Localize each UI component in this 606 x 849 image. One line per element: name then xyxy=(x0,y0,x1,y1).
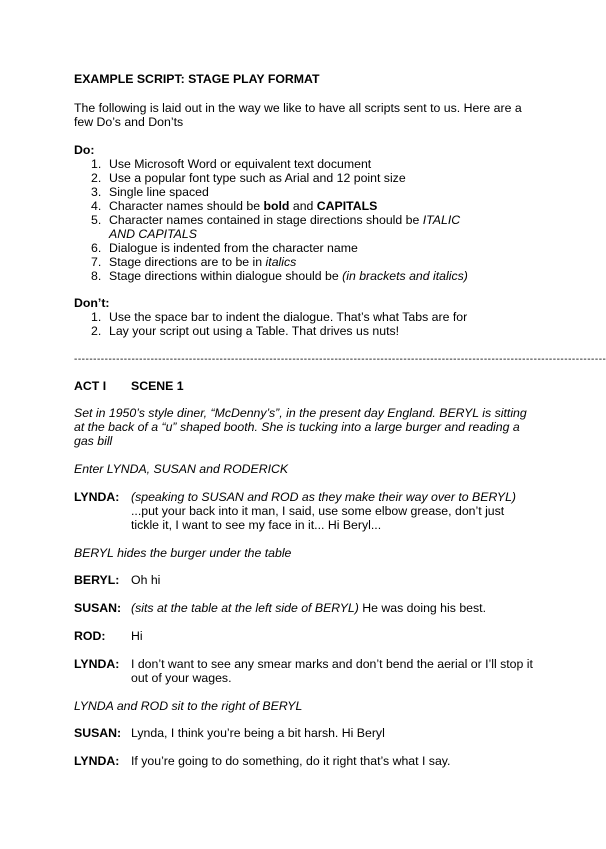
list-item xyxy=(74,171,489,185)
italic-text: (in brackets and italics) xyxy=(342,269,468,283)
stage-direction: LYNDA and ROD sit to the right of BERYL xyxy=(74,699,303,713)
list-number: 6. xyxy=(91,241,102,255)
dialogue-line xyxy=(131,601,526,615)
speaker-name: SUSAN: xyxy=(74,601,122,615)
stage-direction-enter: Enter LYNDA, SUSAN and RODERICK xyxy=(74,462,289,476)
dialogue-direction: (sits at the table at the left side of BERYL) xyxy=(131,601,359,615)
do-heading: Do: xyxy=(74,143,95,157)
list-item xyxy=(74,199,489,213)
list-text: and xyxy=(289,199,317,213)
list-text: Use Microsoft Word or equivalent text document xyxy=(109,157,372,171)
dialogue-line: I don’t want to see any smear marks and don’t bend the aerial or I’ll stop it xyxy=(131,657,533,671)
dont-list xyxy=(74,310,467,338)
setting-line-1: Set in 1950’s style diner, “McDenny’s”, in the present day England. BERYL is sitting xyxy=(74,406,527,420)
divider-line: ------------------------------------------------------------------------------------------------------------------------------------------- xyxy=(74,354,606,365)
dialogue-line: out of your wages. xyxy=(131,671,232,685)
list-item xyxy=(74,324,467,338)
list-text: Single line spaced xyxy=(109,185,209,199)
list-item xyxy=(74,269,489,283)
list-number: 4. xyxy=(91,199,102,213)
list-number: 1. xyxy=(91,157,102,171)
intro-line-2: few Do’s and Don’ts xyxy=(74,115,184,129)
list-text: Character names should be xyxy=(109,199,264,213)
list-number: 7. xyxy=(91,255,102,269)
speaker-name: LYNDA: xyxy=(74,657,120,671)
dialogue-line: If you’re going to do something, do it right that’s what I say. xyxy=(131,754,451,768)
bold-word: bold xyxy=(263,199,290,213)
list-number: 3. xyxy=(91,185,102,199)
list-item xyxy=(74,157,489,171)
setting-line-2: at the back of a “u” shaped booth. She is tucking into a large burger and reading a xyxy=(74,420,520,434)
list-text: Character names contained in stage directions should be xyxy=(109,213,423,227)
dialogue-text: He was doing his best. xyxy=(358,601,486,615)
intro-line-1: The following is laid out in the way we like to have all scripts sent to us. Here are a xyxy=(74,101,522,115)
do-list xyxy=(74,157,489,283)
list-number: 2. xyxy=(91,171,102,185)
list-item xyxy=(74,241,489,255)
speaker-name: ROD: xyxy=(74,629,106,643)
list-text: Dialogue is indented from the character name xyxy=(109,241,358,255)
setting-line-3: gas bill xyxy=(74,434,113,448)
list-number: 2. xyxy=(91,324,102,338)
dialogue-line: Hi xyxy=(131,629,143,643)
list-number: 1. xyxy=(91,310,102,324)
bold-word: CAPITALS xyxy=(316,199,378,213)
list-item xyxy=(74,213,489,241)
list-item xyxy=(74,310,467,324)
list-number: 5. xyxy=(91,213,102,227)
scene-label: SCENE 1 xyxy=(131,379,184,393)
italic-text: italics xyxy=(265,255,297,269)
speaker-name: LYNDA: xyxy=(74,754,120,768)
dialogue-line: ...put your back into it man, I said, use some elbow grease, don’t just xyxy=(131,504,505,518)
list-number: 8. xyxy=(91,269,102,283)
dialogue-line: tickle it, I want to see my face in it... Hi Beryl... xyxy=(131,518,382,532)
speaker-name: BERYL: xyxy=(74,573,120,587)
dialogue-direction: (speaking to SUSAN and ROD as they make their way over to BERYL) xyxy=(131,490,517,504)
dialogue-line: Lynda, I think you’re being a bit harsh. Hi Beryl xyxy=(131,726,385,740)
list-text: Stage directions are to be in xyxy=(109,255,266,269)
speaker-name: SUSAN: xyxy=(74,726,122,740)
speaker-name: LYNDA: xyxy=(74,490,120,504)
list-item xyxy=(74,185,489,199)
list-item xyxy=(74,255,489,269)
act-label: ACT I xyxy=(74,379,107,393)
stage-direction: BERYL hides the burger under the table xyxy=(74,546,292,560)
dialogue-line: Oh hi xyxy=(131,573,161,587)
document-title: EXAMPLE SCRIPT: STAGE PLAY FORMAT xyxy=(74,72,320,86)
list-text: Use the space bar to indent the dialogue. That’s what Tabs are for xyxy=(109,310,468,324)
dont-heading: Don’t: xyxy=(74,296,110,310)
italic-text: ITALIC AND CAPITALS xyxy=(109,213,461,241)
list-text: Lay your script out using a Table. That drives us nuts! xyxy=(109,324,400,338)
list-text: Stage directions within dialogue should be xyxy=(109,269,343,283)
list-text: Use a popular font type such as Arial and 12 point size xyxy=(109,171,406,185)
